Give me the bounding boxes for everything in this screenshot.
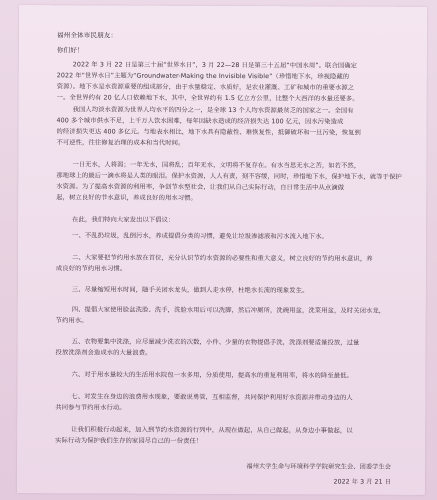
- paragraph-line: 资源）。地下水是水资源重要的组成部分，由于水量稳定、水质好，是农业灌溉、工矿和城市的重要水源之: [56, 83, 355, 92]
- paragraph-line: 起，树立良好的节水意识，养成良好的用水习惯。: [56, 194, 197, 202]
- salutation-greeting: 你们好！: [56, 46, 84, 55]
- proposal-item-cont: 投放洗涤剂会造成水的大量浪费。: [55, 349, 152, 357]
- proposal-item: 四、提倡大家使用脸盆洗脸、洗手，洗脸水用后可以洗脚，然后冲厕所，洗碗用盆，洗菜用盆，及时关闭水龙，: [71, 306, 386, 315]
- paragraph-line: 水资源。为了提高水资源的利用率，争创节水型社会，让我们从自己实际行动，自日常生活中从点滴做: [56, 183, 345, 192]
- closing-line: 实际行动为保护我们生存的家园尽自己的一份责任！: [55, 437, 203, 445]
- paragraph-line: 的经济损失更达 400 多亿元。与地表水相比，地下水具有隐蔽性、难恢复性，抵御破坏和一旦污染，恢复到: [56, 128, 361, 137]
- proposal-item-cont: 节约用水。: [55, 317, 88, 325]
- signature-date: 2022 年 3 月 21 日: [333, 478, 392, 486]
- proposal-item-cont: 成良好的节约用水习惯。: [55, 265, 127, 273]
- paragraph-line: 在此，我们特向大家发出以下倡议：: [72, 216, 175, 224]
- proposal-item: 二、大家要把节约用水放在首位，充分认识节约水资源的必要性和重大意义，树立良好的节约用水意识，养: [71, 254, 373, 263]
- paragraph-line: 2022 年“世界水日”主题为“Groundwater-Making the Invisible Visible”（珍惜地下水，珍视隐藏的: [56, 72, 350, 81]
- proposal-item: 三、尽量缩短用水时间，随手关闭水龙头，做到人走水停，杜绝水长流的现象发生。: [71, 286, 309, 295]
- signature-organization: 福州大学生命与环境科学学院研究生会、团委学生会: [246, 463, 392, 471]
- proposal-item: 五、衣物要集中洗涤，应尽量减少洗衣的次数，小件、少量的衣物提倡手洗，洗涤剂要适量投放，过量: [71, 338, 360, 347]
- proposal-item: 七、对发生在身边的浪费用水现象，要敢说勇管，互相监督，共同保护利用好水资源并带动身边的人: [71, 393, 353, 402]
- paragraph-line: 一日无水，人将渴；一年无水，国将乱；百年无水，文明将不复存在。有水当思无水之苦，如若不然，: [72, 161, 361, 170]
- proposal-item-cont: 共同参与节约用水行动。: [55, 404, 126, 412]
- paragraph-line: 400 多个城市供水不足，上千万人饮水困难，每年因缺水造成的经济损失达 100 亿元，因水污染造成: [56, 117, 344, 126]
- paragraph-line: 那地球上的最后一滴水将是人类的眼泪。保护水资源，人人有责，刻不容缓，同时，珍惜地下水，保护地下水，就等于保护: [56, 172, 402, 181]
- proposal-item: 六、对于用水量较大的生活用水院包一水多用，分质使用，提高水的重复利用率，将水的降至最低。: [71, 371, 353, 380]
- proposal-letter-page: [17, 5, 427, 495]
- salutation-citizens: 福州全体市民朋友：: [56, 31, 118, 40]
- paragraph-line: 一。全世界约有 20 亿人口依赖地下水，其中，全世界约有 1.5 亿立方公里，比整个大西洋的水量还要多。: [56, 94, 359, 103]
- paragraph-line: 不可逆性，往往修复治理的成本和当代时间。: [56, 139, 185, 147]
- paragraph-line: 2022 年 3 月 22 日是第三十届“世界水日”，3 月 22—28 日是第三十五届“中国水周”。联合国确定: [72, 61, 358, 70]
- closing-line: 让我们积极行动起来，加入到节约水资源的行列中，从现在做起，从自己做起，从身边小事做起，以: [71, 426, 353, 435]
- paragraph-line: 我国人均淡水资源为世界人均水平的四分之一，是全球 13 个人均水资源最贫乏的国家之一。全国有: [72, 106, 354, 115]
- proposal-item: 一、不乱扔垃圾，乱倒污水，养成提倡分类的习惯，避免让垃圾渗滤液和污水流入地下水。: [72, 232, 328, 241]
